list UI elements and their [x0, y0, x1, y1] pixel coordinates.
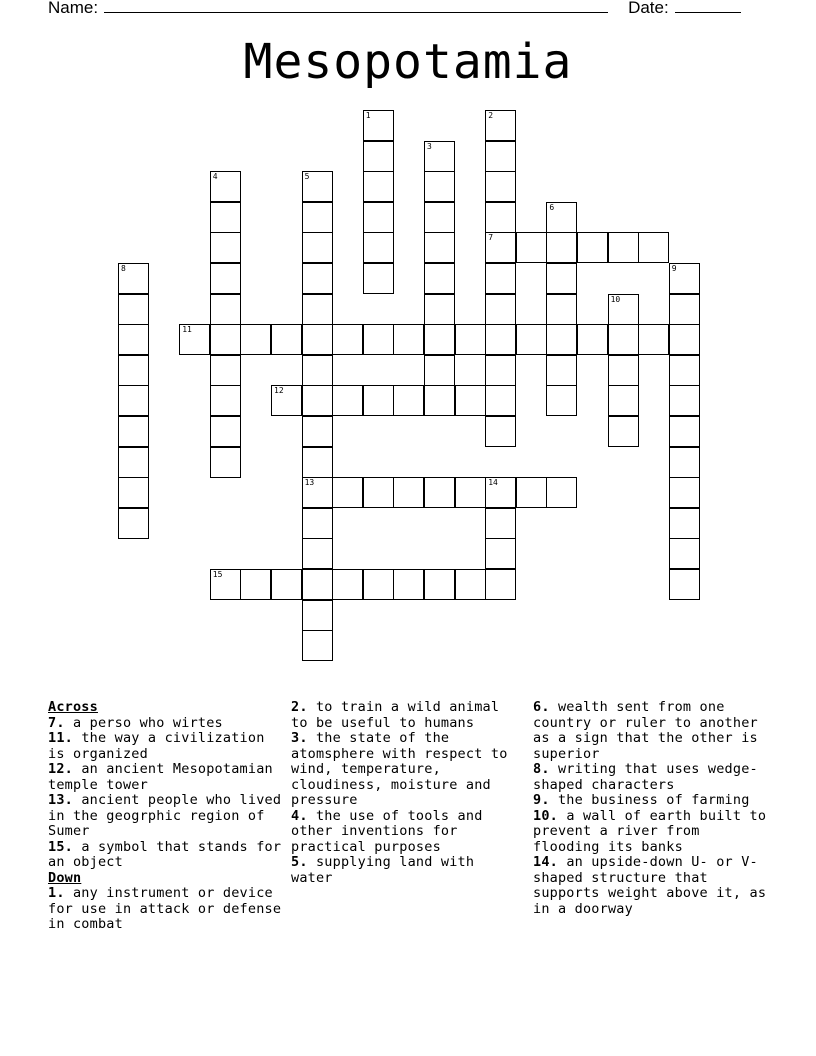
grid-cell[interactable]: [516, 232, 547, 263]
name-date-header: [48, 0, 748, 20]
cell-number: 9: [671, 264, 677, 273]
grid-cell[interactable]: [302, 569, 333, 600]
grid-cell[interactable]: [210, 385, 241, 416]
grid-cell[interactable]: [271, 569, 302, 600]
grid-cell[interactable]: [485, 508, 516, 539]
clue-down-6: 6. wealth sent from one country or ruler to another as a sign that the other is superior: [533, 699, 758, 762]
grid-cell[interactable]: [424, 202, 455, 233]
cell-number: 11: [182, 325, 192, 335]
grid-cell[interactable]: [302, 600, 333, 631]
grid-cell[interactable]: [424, 232, 455, 263]
clue-down-14: 14. an upside-down U- or V-shaped structure that supports weight above it, as in a doorway: [533, 854, 767, 917]
grid-cell[interactable]: [608, 416, 639, 447]
name-input-line[interactable]: [104, 0, 608, 13]
grid-cell[interactable]: [455, 569, 486, 600]
grid-cell[interactable]: [363, 263, 394, 294]
grid-cell[interactable]: [455, 324, 486, 355]
grid-cell[interactable]: [577, 232, 608, 263]
grid-cell[interactable]: [669, 294, 700, 325]
grid-cell[interactable]: [271, 324, 302, 355]
grid-cell[interactable]: [363, 324, 394, 355]
clues-column-3: [533, 700, 769, 917]
grid-cell[interactable]: [118, 447, 149, 478]
grid-cell[interactable]: [363, 477, 394, 508]
grid-cell[interactable]: [638, 232, 669, 263]
grid-cell[interactable]: [393, 569, 424, 600]
grid-cell[interactable]: [546, 385, 577, 416]
grid-cell[interactable]: [485, 263, 516, 294]
grid-cell[interactable]: [210, 355, 241, 386]
grid-cell[interactable]: [485, 324, 516, 355]
grid-cell[interactable]: [210, 569, 241, 600]
clue-across-12: 12. an ancient Mesopotamian temple tower: [48, 761, 273, 793]
clue-down-2: 2. to train a wild animal to be useful to humans: [291, 699, 500, 731]
grid-cell[interactable]: [669, 447, 700, 478]
grid-cell[interactable]: [363, 202, 394, 233]
grid-cell[interactable]: [118, 263, 149, 294]
grid-cell[interactable]: [332, 569, 363, 600]
grid-cell[interactable]: [546, 355, 577, 386]
grid-cell[interactable]: [210, 263, 241, 294]
grid-cell[interactable]: [424, 385, 455, 416]
grid-cell[interactable]: [302, 508, 333, 539]
date-label: Date:: [628, 0, 669, 17]
cell-number: 13: [304, 478, 315, 488]
grid-cell[interactable]: [302, 447, 333, 478]
grid-cell[interactable]: [363, 110, 394, 141]
across-heading: Across: [48, 699, 98, 715]
clue-across-15: 15. a symbol that stands for an object: [48, 838, 282, 870]
grid-cell[interactable]: [669, 355, 700, 386]
grid-cell[interactable]: [424, 355, 455, 386]
clue-across-7: 7. a perso who wirtes: [48, 714, 223, 731]
grid-cell[interactable]: [210, 324, 241, 355]
grid-cell[interactable]: [302, 385, 333, 416]
grid-cell[interactable]: [302, 630, 333, 661]
grid-cell[interactable]: [393, 324, 424, 355]
grid-cell[interactable]: [485, 477, 516, 508]
grid-cell[interactable]: [485, 355, 516, 386]
grid-cell[interactable]: [210, 416, 241, 447]
clues-column-1: [48, 700, 284, 933]
grid-cell[interactable]: [485, 385, 516, 416]
grid-cell[interactable]: [424, 569, 455, 600]
grid-cell[interactable]: [424, 263, 455, 294]
cell-number: 10: [610, 294, 621, 304]
grid-cell[interactable]: [424, 294, 455, 325]
grid-cell[interactable]: [608, 355, 639, 386]
grid-cell[interactable]: [546, 263, 577, 294]
cell-number: 12: [274, 386, 284, 396]
cell-number: 1: [365, 111, 371, 120]
grid-cell[interactable]: [485, 569, 516, 600]
grid-cell[interactable]: [118, 355, 149, 386]
grid-cell[interactable]: [485, 416, 516, 447]
cell-number: 8: [121, 264, 126, 273]
grid-cell[interactable]: [516, 477, 547, 508]
grid-cell[interactable]: [577, 324, 608, 355]
grid-cell[interactable]: [302, 171, 333, 202]
grid-cell[interactable]: [332, 477, 363, 508]
grid-cell[interactable]: [302, 355, 333, 386]
grid-cell[interactable]: [669, 416, 700, 447]
grid-cell[interactable]: [363, 385, 394, 416]
grid-cell[interactable]: [179, 324, 210, 355]
clue-across-13: 13. ancient people who lived in the geogrphic region of Sumer: [48, 792, 282, 839]
grid-cell[interactable]: [455, 477, 486, 508]
grid-cell[interactable]: [608, 232, 639, 263]
clue-down-10: 10. a wall of earth built to prevent a river from flooding its banks: [533, 807, 767, 855]
grid-cell[interactable]: [485, 202, 516, 233]
date-input-line[interactable]: [675, 0, 741, 13]
grid-cell[interactable]: [332, 385, 363, 416]
grid-cell[interactable]: [608, 294, 639, 325]
grid-cell[interactable]: [546, 324, 577, 355]
cell-number: 7: [488, 233, 494, 243]
grid-cell[interactable]: [240, 324, 271, 355]
grid-cell[interactable]: [638, 324, 669, 355]
grid-cell[interactable]: [302, 538, 333, 569]
grid-cell[interactable]: [302, 263, 333, 294]
grid-cell[interactable]: [485, 538, 516, 569]
clue-down-4: 4. the use of tools and other inventions for practical purposes: [291, 807, 483, 855]
grid-cell[interactable]: [546, 232, 577, 263]
grid-cell[interactable]: [393, 385, 424, 416]
grid-cell[interactable]: [302, 477, 333, 508]
grid-cell[interactable]: [669, 477, 700, 508]
grid-cell[interactable]: [669, 263, 700, 294]
grid-cell[interactable]: [546, 202, 577, 233]
grid-cell[interactable]: [302, 232, 333, 263]
cell-number: 3: [427, 141, 432, 151]
grid-cell[interactable]: [363, 141, 394, 172]
grid-cell[interactable]: [302, 416, 333, 447]
grid-cell[interactable]: [363, 232, 394, 263]
grid-cell[interactable]: [210, 202, 241, 233]
grid-cell[interactable]: [118, 294, 149, 325]
cell-number: 4: [212, 172, 218, 182]
grid-cell[interactable]: [424, 171, 455, 202]
grid-cell[interactable]: [302, 294, 333, 325]
grid-cell[interactable]: [302, 202, 333, 233]
grid-cell[interactable]: [669, 569, 700, 600]
grid-cell[interactable]: [516, 324, 547, 355]
clue-down-9: 9. the business of farming: [533, 792, 750, 808]
grid-cell[interactable]: [424, 324, 455, 355]
grid-cell[interactable]: [485, 294, 516, 325]
grid-cell[interactable]: [669, 324, 700, 355]
cell-number: 14: [488, 478, 498, 488]
grid-cell[interactable]: [424, 141, 455, 172]
cell-number: 2: [488, 111, 494, 120]
cell-number: 5: [304, 172, 310, 182]
grid-cell[interactable]: [363, 569, 394, 600]
clues-column-2: [291, 700, 521, 886]
grid-cell[interactable]: [210, 447, 241, 478]
cell-number: 6: [549, 202, 555, 212]
grid-cell[interactable]: [118, 416, 149, 447]
grid-cell[interactable]: [210, 171, 241, 202]
grid-cell[interactable]: [271, 385, 302, 416]
grid-cell[interactable]: [485, 141, 516, 172]
grid-cell[interactable]: [210, 294, 241, 325]
grid-cell[interactable]: [485, 171, 516, 202]
grid-cell[interactable]: [669, 385, 700, 416]
down-heading: Down: [48, 869, 82, 886]
clue-down-1: 1. any instrument or device for use in attack or defense in combat: [48, 885, 282, 932]
grid-cell[interactable]: [363, 171, 394, 202]
cell-number: 15: [212, 570, 223, 579]
grid-cell[interactable]: [669, 508, 700, 539]
clue-down-5: 5. supplying land with water: [291, 854, 475, 886]
grid-cell[interactable]: [424, 477, 455, 508]
grid-cell[interactable]: [302, 324, 333, 355]
grid-cell[interactable]: [485, 110, 516, 141]
grid-cell[interactable]: [546, 294, 577, 325]
clue-down-3: 3. the state of the atomsphere with respect to wind, temperature, cloudiness, moisture and pressure: [291, 730, 508, 808]
grid-cell[interactable]: [608, 324, 639, 355]
grid-cell[interactable]: [608, 385, 639, 416]
grid-cell[interactable]: [240, 569, 271, 600]
grid-cell[interactable]: [455, 385, 486, 416]
grid-cell[interactable]: [118, 324, 149, 355]
grid-cell[interactable]: [669, 538, 700, 569]
grid-cell[interactable]: [118, 385, 149, 416]
name-label: Name:: [48, 0, 99, 17]
grid-cell[interactable]: [393, 477, 424, 508]
grid-cell[interactable]: [118, 508, 149, 539]
grid-cell[interactable]: [118, 477, 149, 508]
clue-across-11: 11. the way a civilization is organized: [48, 730, 265, 762]
grid-cell[interactable]: [210, 232, 241, 263]
clue-down-8: 8. writing that uses wedge-shaped characters: [533, 761, 758, 793]
grid-cell[interactable]: [485, 232, 516, 263]
grid-cell[interactable]: [332, 324, 363, 355]
grid-cell[interactable]: [546, 477, 577, 508]
page-title: Mesopotamia: [243, 34, 573, 90]
